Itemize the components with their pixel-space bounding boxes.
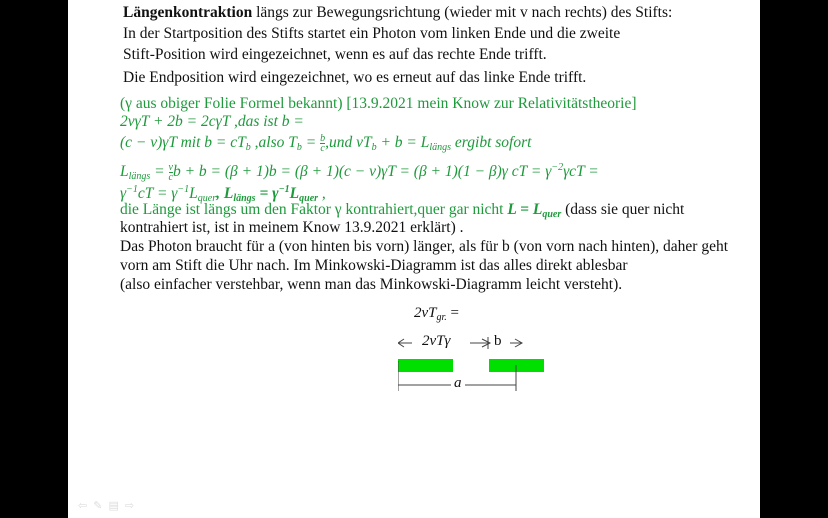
stick-diagram <box>398 305 548 395</box>
photon-line-1: Das Photon braucht für a (von hinten bis vorn) länger, als für b (von vorn nach hinten), daher geht <box>120 238 729 255</box>
text-line-3: Die Endposition wird eingezeichnet, wo es erneut auf das linke Ende trifft. <box>123 69 587 86</box>
contraction-note: kontrahiert ist, ist in meinem Know 13.9.2021 erklärt) . <box>120 219 464 236</box>
mid-label: 2vTγ <box>422 333 451 349</box>
green-note: (γ aus obiger Folie Formel bekannt) [13.9.2021 mein Know zur Relativitätstheorie] <box>120 95 637 112</box>
top-label: $2vT_{gr.}$ = <box>414 305 460 323</box>
green-conclusion: die Länge ist längs um den Faktor γ kontrahiert,quer gar nicht $L = L_{quer}$ (dass sie quer nicht <box>120 201 685 220</box>
menu-icon[interactable]: ▤ <box>108 499 119 512</box>
back-arrow-icon[interactable]: ⇦ <box>78 499 88 512</box>
text-line-1: In der Startposition des Stifts startet ein Photon vom linken Ende und die zweite <box>123 25 621 42</box>
photon-line-3: (also einfacher verstehbar, wenn man das Minkowski-Diagramm leicht versteht). <box>120 276 623 293</box>
intro-rest: längs zur Bewegungsrichtung (wieder mit v nach rechts) des Stifts: <box>252 4 673 21</box>
intro-line <box>123 3 672 23</box>
equation-1: 2vγT + 2b = 2cγT ,das ist b = <box>120 113 304 130</box>
slide-title: Längenkontraktion <box>123 4 253 21</box>
equation-3: $L_{längs}$ = $\frac{v}{c}$ b + b = (β + 1)b = (β + 1)(c − v)γT = (β + 1)(1 − β)γ cT = $\gamma^{-2}\gamma cT$ = <box>120 161 599 183</box>
forward-arrow-icon[interactable]: ⇨ <box>124 499 135 512</box>
pen-icon[interactable]: ✎ <box>93 499 103 512</box>
text-line-2: Stift-Position wird eingezeichnet, wenn es auf das rechte Ende trifft. <box>123 46 547 63</box>
diagram-svg <box>398 305 548 395</box>
slide-nav <box>78 499 134 512</box>
a-label: a <box>451 375 465 392</box>
b-label: b <box>494 333 502 349</box>
equation-4: $\gamma^{-1}cT = \gamma^{-1}L_{quer}$, $L_{längs} = \gamma^{-1}L_{quer}$ , <box>120 184 326 204</box>
photon-line-2: vorn am Stift die Uhr nach. Im Minkowski-Diagramm ist das alles direkt ablesbar <box>120 257 628 274</box>
stick-start-bar <box>398 359 453 372</box>
equation-2: (c − v)γT mit $b = cT_b$ ,also $T_b$ = $\frac{b}{c}$ ,und $vT_b + b = L_{längs}$ ergibt sofort <box>120 132 532 154</box>
slide <box>68 0 760 518</box>
